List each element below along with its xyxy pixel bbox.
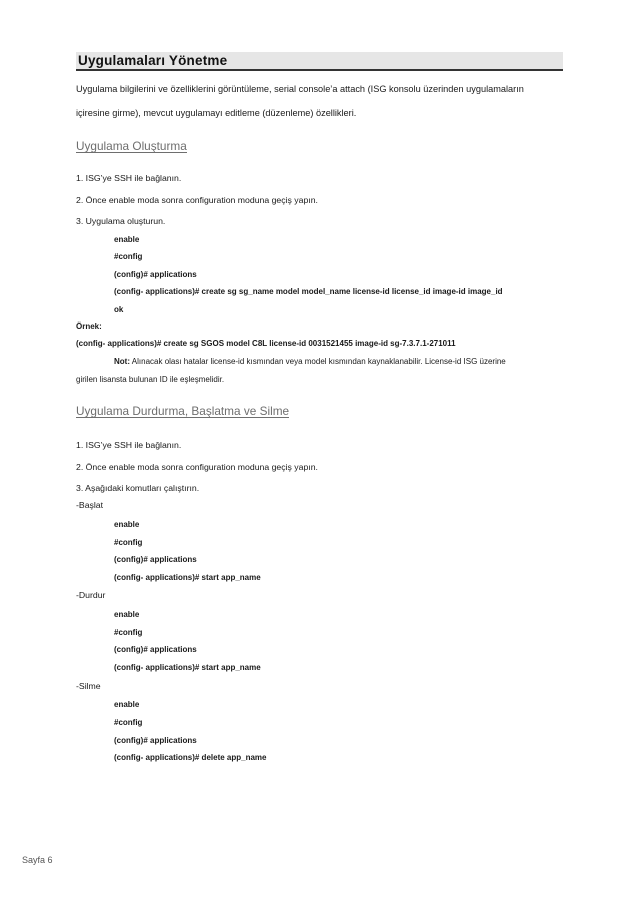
start-cmd-applications: (config)# applications [114,555,197,564]
create-cmd-enable: enable [114,235,140,244]
stop-cmd-applications: (config)# applications [114,645,197,654]
intro-text-line-2: içiresine girme), mevcut uygulamayı editleme (düzenleme) özellikleri. [76,108,357,118]
create-cmd-create: (config- applications)# create sg sg_name model model_name license-id license_id image-id image_id [114,287,503,296]
stop-cmd-config: #config [114,628,143,637]
create-cmd-applications: (config)# applications [114,270,197,279]
section-title-bar [76,52,563,71]
example-label: Örnek: [76,322,102,331]
manage-step-2: 2. Önce enable moda sonra configuration moduna geçiş yapın. [76,462,318,472]
create-cmd-config: #config [114,252,143,261]
create-step-1: 1. ISG’ye SSH ile bağlanın. [76,173,182,183]
start-label: -Başlat [76,500,104,510]
delete-label: -Silme [76,681,101,691]
start-cmd-enable: enable [114,520,140,529]
create-heading: Uygulama Oluşturma [76,139,187,153]
note-line [114,357,506,366]
manage-heading: Uygulama Durdurma, Başlatma ve Silme [76,404,290,418]
stop-cmd-enable: enable [114,610,140,619]
manage-step-1: 1. ISG’ye SSH ile bağlanın. [76,440,182,450]
stop-cmd-start: (config- applications)# start app_name [114,663,261,672]
delete-cmd-config: #config [114,718,143,727]
manage-step-3: 3. Aşağıdaki komutları çalıştırın. [76,483,200,493]
start-cmd-config: #config [114,538,143,547]
page-number: Sayfa 6 [22,855,53,865]
delete-cmd-delete: (config- applications)# delete app_name [114,753,267,762]
start-cmd-start: (config- applications)# start app_name [114,573,261,582]
delete-cmd-enable: enable [114,700,140,709]
create-step-3: 3. Uygulama oluşturun. [76,216,166,226]
example-command: (config- applications)# create sg SGOS model C8L license-id 0031521455 image-id sg-7.3.7.1-271011 [76,339,456,348]
create-cmd-ok: ok [114,305,124,314]
intro-text-line-1: Uygulama bilgilerini ve özelliklerini görüntüleme, serial console’a attach (ISG konsolu üzerinden uygulamaların [76,84,524,94]
note-continuation: girilen lisansta bulunan ID ile eşleşmelidir. [76,375,225,384]
stop-label: -Durdur [76,590,106,600]
note-text: Alınacak olası hatalar license-id kısmından veya model kısmından kaynaklanabilir. License-id ISG üzerine [130,357,506,366]
section-title: Uygulamaları Yönetme [78,53,228,68]
note-label: Not: [114,357,130,366]
delete-cmd-applications: (config)# applications [114,736,197,745]
create-step-2: 2. Önce enable moda sonra configuration moduna geçiş yapın. [76,195,318,205]
